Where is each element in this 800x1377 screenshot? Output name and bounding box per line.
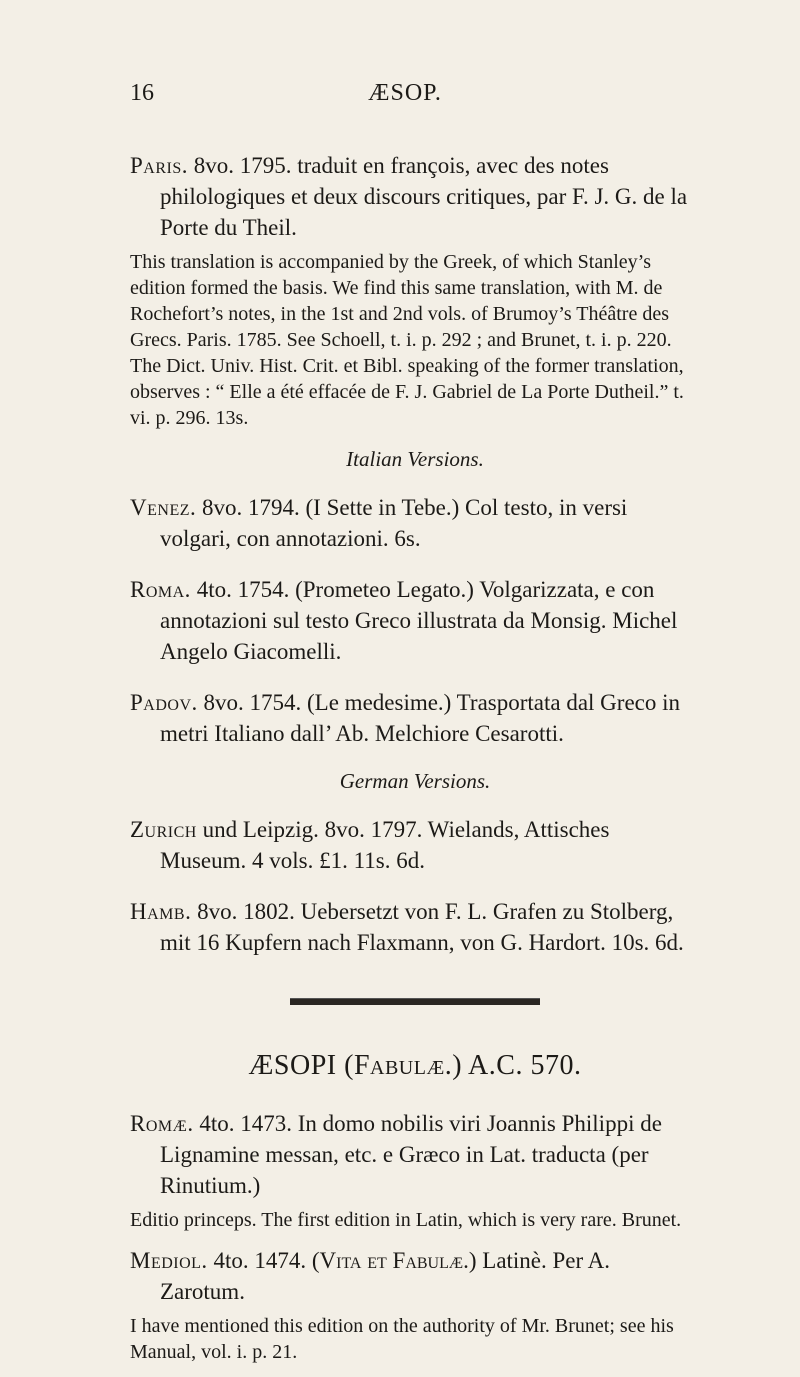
entry-paris bbox=[130, 150, 700, 243]
heading-sub: (Fabulæ.) bbox=[344, 1050, 463, 1081]
entry-text: 8vo. 1795. traduit en françois, avec des notes philologiques et deux discours critiques, par F. J. G. de la Porte du Theil. bbox=[160, 153, 688, 240]
entry-zurich bbox=[130, 814, 700, 876]
note-french: This translation is accompanied by the Greek, of which Stanley’s edition formed the basis. We find this same translation, with M. de Rochefort’s notes, in the 1st and 2nd vols. of Brumoy’s Théâtre des Grecs. Paris. 1785. See Schoell, t. i. p. 292 ; and Brunet, t. i. p. 220. The Dict. Univ. Hist. Crit. et Bibl. speaking of the former translation, observes : “ Elle a été effacée de F. J. Gabriel de La Porte Dutheil.” t. vi. p. 296. 13s. bbox=[130, 251, 684, 429]
page-content bbox=[130, 150, 700, 1377]
section-divider bbox=[130, 992, 700, 1010]
entry-place: Hamb. bbox=[130, 899, 192, 924]
entry-text: 8vo. 1794. (I Sette in Tebe.) Col testo, in versi volgari, con annotazioni. 6s. bbox=[160, 495, 628, 551]
entry-venez bbox=[130, 492, 700, 554]
entry-hamb bbox=[130, 896, 700, 958]
running-head bbox=[130, 80, 680, 110]
entry-place: Romæ. bbox=[130, 1111, 194, 1136]
divider-rule bbox=[290, 998, 540, 1005]
main-heading bbox=[130, 1050, 700, 1082]
section-heading-german: German Versions. bbox=[339, 769, 491, 793]
entry-text-post: ) Latinè. Per A. Zarotum. bbox=[160, 1248, 611, 1304]
entry-text-pre: 4to. 1474. ( bbox=[207, 1248, 320, 1273]
entry-text: 4to. 1473. In domo nobilis viri Joannis Philippi de Lignamine messan, etc. e Græco in Lat. traducta (per Rinutium.) bbox=[160, 1111, 662, 1198]
entry-place: Venez. bbox=[130, 495, 197, 520]
heading-date: A.C. 570. bbox=[468, 1050, 582, 1081]
entry-roma bbox=[130, 574, 700, 667]
entry-text: und Leipzig. 8vo. 1797. Wielands, Attisches Museum. 4 vols. £1. 11s. 6d. bbox=[160, 817, 610, 873]
section-heading-italian: Italian Versions. bbox=[346, 447, 484, 471]
entry-place: Zurich bbox=[130, 817, 197, 842]
entry-place: Roma. bbox=[130, 577, 191, 602]
entry-romae bbox=[130, 1108, 700, 1201]
entry-place: Mediol. bbox=[130, 1248, 208, 1273]
entry-text: 4to. 1754. (Prometeo Legato.) Volgarizzata, e con annotazioni sul testo Greco illustrata da Monsig. Michel Angelo Giacomelli. bbox=[160, 577, 678, 664]
entry-text: 8vo. 1802. Uebersetzt von F. L. Grafen zu Stolberg, mit 16 Kupfern nach Flaxmann, von G. Hardort. 10s. 6d. bbox=[160, 899, 684, 955]
entry-text: 8vo. 1754. (Le medesime.) Trasportata dal Greco in metri Italiano dall’ Ab. Melchiore Cesarotti. bbox=[160, 690, 681, 746]
note-latin-1: Editio princeps. The first edition in Latin, which is very rare. Brunet. bbox=[130, 1209, 682, 1231]
heading-name: ÆSOPI bbox=[248, 1050, 337, 1081]
note-latin-2: I have mentioned this edition on the authority of Mr. Brunet; see his Manual, vol. i. p. 21. bbox=[130, 1315, 674, 1363]
entry-mediol bbox=[130, 1245, 700, 1307]
entry-title: Vita et Fabulæ. bbox=[319, 1248, 469, 1273]
page-number: 16 bbox=[130, 80, 154, 106]
entry-place: Padov. bbox=[130, 690, 198, 715]
entry-place: Paris. bbox=[130, 153, 188, 178]
running-title: ÆSOP. bbox=[368, 80, 442, 106]
entry-padov bbox=[130, 687, 700, 749]
